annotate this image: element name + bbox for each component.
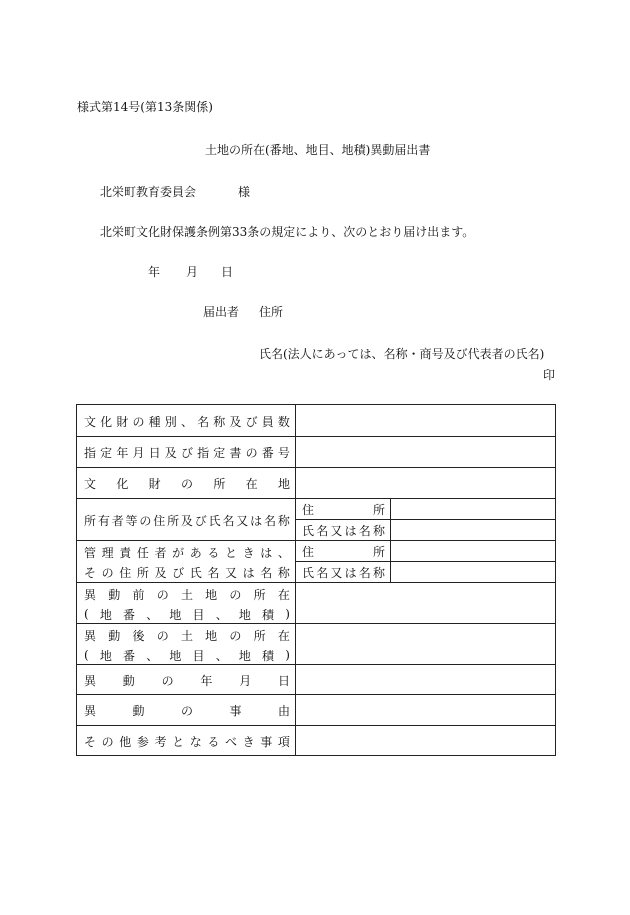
form-number: 様式第14号(第13条関係) [77,100,213,114]
date-month-label: 月 [186,265,199,279]
row-label: 異 動 の 年 月 日 [84,673,290,688]
date-year-label: 年 [148,265,161,279]
sub-label: 住 所 [302,545,385,559]
row-label-line: 異 動 前 の 土 地 の 所 在 [84,587,290,602]
row-label-line: 異 動 後 の 土 地 の 所 在 [84,628,290,643]
sub-label: 氏 名 又 は 名 称 [302,566,385,580]
document-title: 土地の所在(番地、地目、地積)異動届出書 [205,143,431,157]
label-column-divider [295,405,296,755]
row-label-line: ( 地 番 、 地 目 、 地 積 ) [84,648,290,663]
row-divider [77,694,555,695]
notifier-address-label: 住所 [259,305,284,319]
row-divider [77,436,555,437]
sub-label: 氏 名 又 は 名 称 [302,524,385,538]
notification-form-table [76,404,556,756]
row-label: 文 化 財 の 種 別 、 名 称 及 び 員 数 [84,414,290,429]
row-label: 異 動 の 事 由 [84,704,290,718]
row-divider [77,725,555,726]
row-label-line: 管 理 責 任 者 が あ る と き は 、 [84,545,290,560]
row-label: 所 有 者 等 の 住 所 及 び 氏 名 又 は 名 称 [84,513,290,528]
row-label: 文 化 財 の 所 在 地 [84,477,290,491]
addressee-honorific: 様 [238,185,251,199]
notifier-name-label: 氏名(法人にあっては、名称・商号及び代表者の氏名) [259,347,545,361]
row-label-line: そ の 住 所 及 び 氏 名 又 は 名 称 [84,565,290,580]
statement-text: 北栄町文化財保護条例第33条の規定により、次のとおり届け出ます。 [100,225,475,239]
row-label: そ の 他 参 考 と な る べ き 事 項 [84,735,290,749]
seal-mark: 印 [543,368,556,382]
row-divider [77,467,555,468]
sub-label: 住 所 [302,503,385,517]
row-label-line: ( 地 番 、 地 目 、 地 積 ) [84,607,290,622]
notifier-label: 届出者 [203,305,240,319]
row-label: 指 定 年 月 日 及 び 指 定 書 の 番 号 [84,446,290,460]
addressee: 北栄町教育委員会 [100,185,197,199]
date-day-label: 日 [221,265,234,279]
